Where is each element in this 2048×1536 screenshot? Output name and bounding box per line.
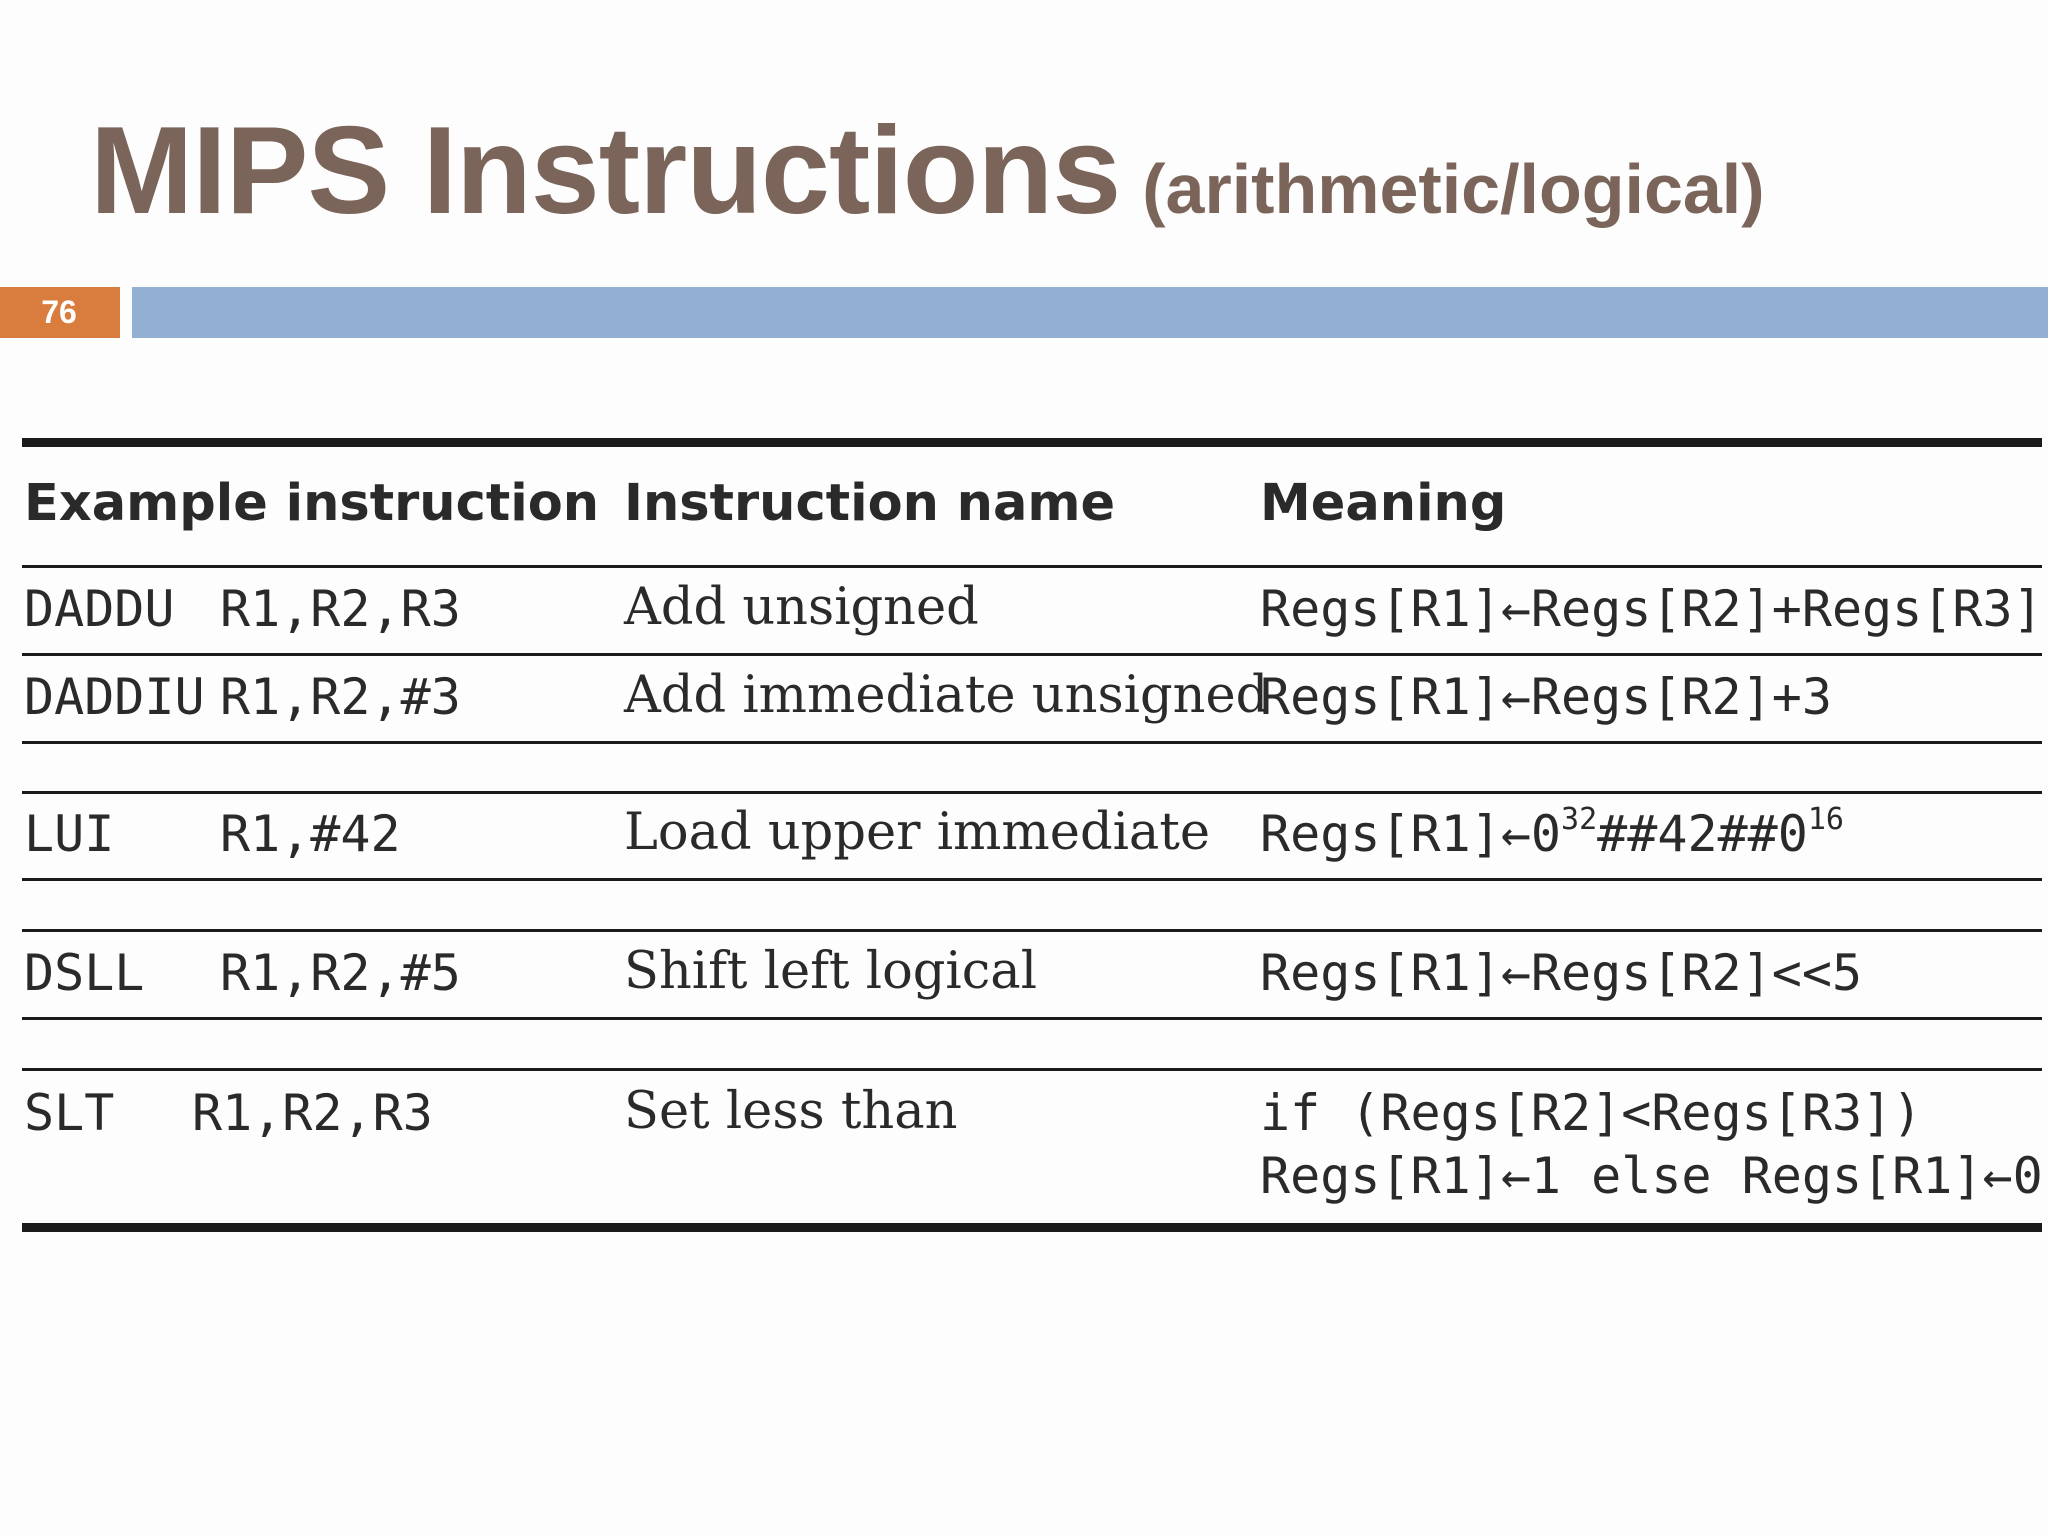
table-top-rule — [22, 438, 2042, 447]
table-bottom-rule — [22, 1223, 2042, 1232]
slide-title — [90, 100, 1765, 242]
row-operands: R1,R2,#5 — [220, 944, 461, 1002]
row-opcode: LUI — [24, 805, 115, 863]
row-divider — [22, 1068, 2042, 1071]
row-meaning — [1260, 802, 1844, 863]
row-opcode: DADDU — [24, 580, 175, 638]
row-divider — [22, 878, 2042, 881]
row-meaning: Regs[R1]←Regs[R2]+3 — [1260, 668, 1832, 726]
meaning-middle: ##42##0 — [1597, 805, 1808, 863]
row-instruction-name: Set less than — [624, 1082, 958, 1141]
row-meaning-line-1: if (Regs[R2]<Regs[R3]) — [1260, 1084, 1923, 1142]
row-operands: R1,#42 — [220, 805, 401, 863]
row-divider — [22, 791, 2042, 794]
column-header-name: Instruction name — [624, 474, 1116, 533]
row-instruction-name: Load upper immediate — [624, 803, 1211, 862]
row-opcode: SLT — [24, 1084, 115, 1142]
meaning-prefix: Regs[R1]←0 — [1260, 805, 1562, 863]
row-operands: R1,R2,R3 — [220, 580, 461, 638]
column-header-example: Example instruction — [24, 474, 600, 533]
meaning-superscript: 16 — [1807, 802, 1844, 837]
row-instruction-name: Add immediate unsigned — [624, 666, 1269, 725]
meaning-superscript: 32 — [1561, 802, 1598, 837]
row-meaning-line-2: Regs[R1]←1 else Regs[R1]←0 — [1260, 1147, 2043, 1205]
row-operands: R1,R2,R3 — [192, 1084, 433, 1142]
row-divider — [22, 741, 2042, 744]
row-meaning: Regs[R1]←Regs[R2]<<5 — [1260, 944, 1863, 1002]
row-meaning: Regs[R1]←Regs[R2]+Regs[R3] — [1260, 580, 2043, 638]
row-divider — [22, 929, 2042, 932]
column-header-meaning: Meaning — [1260, 474, 1507, 533]
row-opcode: DADDIU — [24, 668, 205, 726]
row-divider — [22, 653, 2042, 656]
row-operands: R1,R2,#3 — [220, 668, 461, 726]
row-divider — [22, 1017, 2042, 1020]
slide-title-subtitle: (arithmetic/logical) — [1142, 150, 1765, 228]
slide-title-main: MIPS Instructions — [90, 102, 1121, 240]
row-opcode: DSLL — [24, 944, 145, 1002]
row-instruction-name: Shift left logical — [624, 942, 1038, 1001]
row-instruction-name: Add unsigned — [624, 578, 979, 637]
slide-number-badge: 76 — [0, 287, 120, 338]
header-accent-bar — [132, 287, 2048, 338]
header-bottom-rule — [22, 565, 2042, 568]
